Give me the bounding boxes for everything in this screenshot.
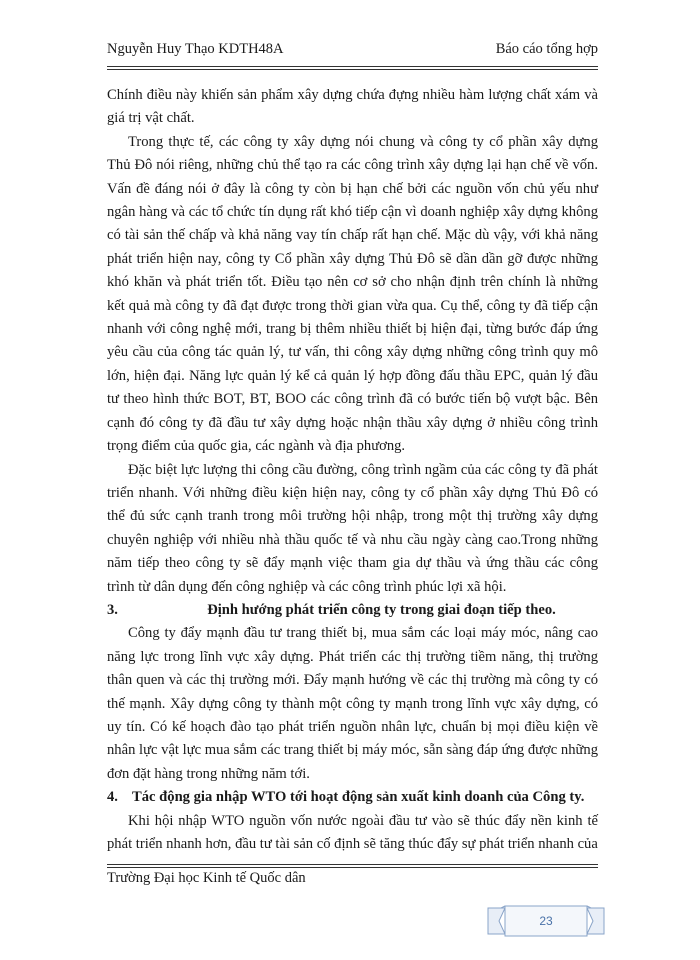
section-3-title: Định hướng phát triển công ty trong giai đoạn tiếp theo. [207,601,556,618]
footer-rule-thick [107,867,598,868]
header-rule-thin [107,69,598,70]
section-3-body: Công ty đẩy mạnh đầu tư trang thiết bị, mua sắm các loại máy móc, nâng cao năng lực trong lĩnh vực xây dựng. Phát triển các thị trường tiềm năng, thị trường thân quen và các thị trường mới. Đẩy mạnh hướng về các thị trường mà công ty có thế mạnh. Xây dựng công ty thành một công ty mạnh trong lĩnh vực xây dựng, có uy tín. Có kế hoạch đào tạo phát triển nguồn nhân lực, chuẩn bị mọi điều kiện về nhân lực vật lực mua sắm các trang thiết bị máy móc, sẵn sàng đáp ứng được những đơn đặt hàng trong những năm tới. [107,625,598,782]
section-3-number: 3. [107,601,118,618]
section-4-heading [107,786,598,809]
page-number: 23 [539,914,553,928]
document-body [107,84,598,856]
footer-rule-thin [107,864,598,865]
section-4-number: 4. [107,789,118,806]
section-4-body: Khi hội nhập WTO nguồn vốn nước ngoài đầu tư vào sẽ thúc đẩy nền kinh tế phát triển nhanh hơn, đầu tư tài sản cố định sẽ tăng thúc đẩy sự phát triển nhanh của [107,812,598,852]
page-header [107,41,598,61]
section-3-heading [107,599,598,622]
footer-university: Trường Đại học Kinh tế Quốc dân [107,870,306,886]
header-author: Nguyễn Huy Thạo KDTH48A [107,41,284,57]
page-number-badge [487,905,605,937]
paragraph-1: Chính điều này khiến sản phẩm xây dựng chứa đựng nhiều hàm lượng chất xám và giá trị vật chất. [107,87,598,127]
header-report-title: Báo cáo tổng hợp [495,41,598,57]
header-rule-thick [107,66,598,67]
section-4-title: Tác động gia nhập WTO tới hoạt động sản xuất kinh doanh của Công ty. [132,789,585,806]
paragraph-3: Đặc biệt lực lượng thi công cầu đường, công trình ngầm của các công ty đã phát triển nhanh. Với những điều kiện hiện nay, công ty cổ phần xây dựng Thủ Đô có thể đủ sức cạnh tranh trong môi trường hội nhập, trong một thị trường xây dựng chuyên nghiệp với nhiều nhà thầu quốc tế và nhu cầu ngày càng cao.Trong những năm tiếp theo công ty sẽ đẩy mạnh việc tham gia dự thầu và ứng thầu các công trình từ dân dụng đến công nghiệp và các công trình phúc lợi xã hội. [107,461,598,595]
paragraph-2: Trong thực tế, các công ty xây dựng nói chung và công ty cổ phần xây dựng Thủ Đô nói riêng, những chủ thể tạo ra các công trình xây dựng lại hạn chế về vốn. Vấn đề đáng nói ở đây là công ty còn bị hạn chế bởi các nguồn vốn chủ yếu như ngân hàng và các tổ chức tín dụng rất khó tiếp cận vì doanh nghiệp xây dựng không có tài sản thế chấp và khả năng vay tín chấp rất hạn chế. Mặc dù vậy, với khả năng phát triển hiện nay, công ty Cổ phần xây dựng Thủ Đô sẽ dần dần gỡ được những khó khăn và phát triển tốt. Điều tạo nên cơ sở cho nhận định trên chính là những kết quả mà công ty đã đạt được trong thời gian vừa qua. Cụ thể, công ty đã tiếp cận nhanh với công nghệ mới, trang bị thêm nhiều thiết bị hiện đại, từng bước đáp ứng yêu cầu của công tác quản lý, tư vấn, thi công xây dựng những công trình quy mô lớn, hiện đại. Năng lực quản lý kể cả quản lý hợp đồng đấu thầu EPC, quản lý đầu tư theo hình thức BOT, BT, BOO các công trình đã có bước tiến bộ vượt bậc. Bên cạnh đó công ty đã đầu tư xây dựng hoặc nhận thầu xây dựng ở nhiều công trình trọng điểm của quốc gia, các ngành và địa phương. [107,133,598,455]
